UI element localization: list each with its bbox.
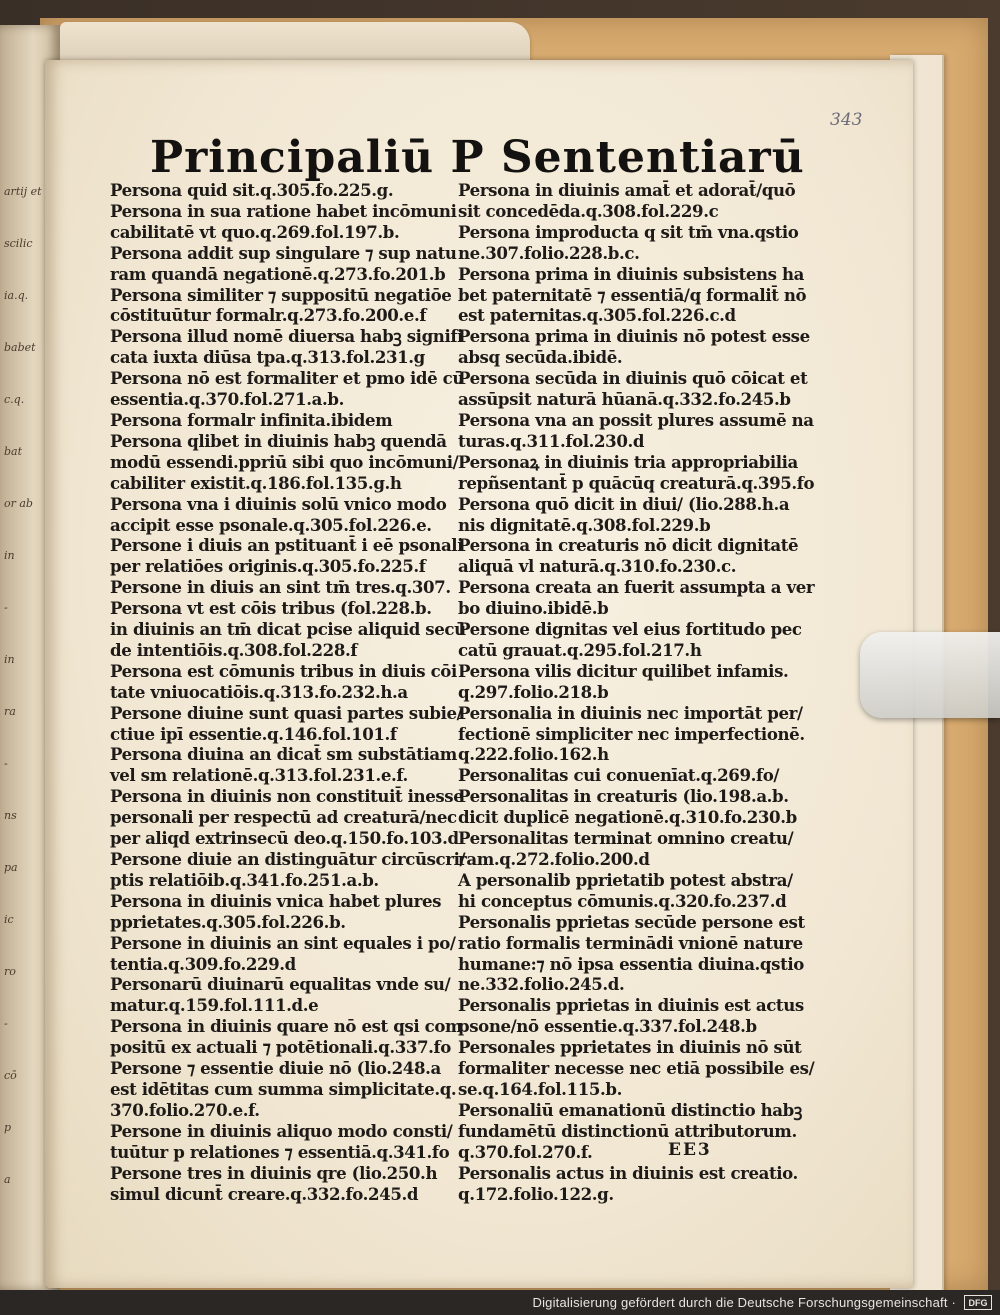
index-entry-line: Persona est cōmunis tribus in diuis cōi: [110, 660, 457, 681]
index-entry-line: Personarū diuinarū equalitas vnde su/: [110, 974, 451, 995]
index-entry-line: hi conceptus cōmunis.q.320.fo.237.d: [458, 890, 787, 911]
index-entry-line: per aliqd extrinsecū deo.q.150.fo.103.d: [110, 828, 459, 849]
index-entry-line: Personalis pprietas secūde persone est: [458, 911, 805, 932]
index-entry-line: Persona in sua ratione habet incōmuni: [110, 200, 457, 221]
index-entry-line: Personalis actus in diuinis est creatio.: [458, 1162, 798, 1183]
index-entry-line: Personalia in diuinis nec importāt per/: [458, 702, 803, 723]
left-page-fragment: p: [4, 1121, 12, 1134]
index-entry-line: ram quandā negationē.q.273.fo.201.b: [110, 263, 446, 284]
index-entry-line: psone/nō essentie.q.337.fol.248.b: [458, 1016, 757, 1037]
index-entry-line: simul dicunt̄ creare.q.332.fo.245.d: [110, 1183, 419, 1204]
index-entry-line: Persona vna i diuinis solū vnico modo: [110, 493, 447, 514]
index-entry-line: ptis relatiōib.q.341.fo.251.a.b.: [110, 869, 379, 890]
index-entry-line: Persona vt est cōis tribus (fol.228.b.: [110, 598, 432, 619]
index-entry-line: Persona similiter ⁊ suppositū negatiōe: [110, 284, 452, 305]
index-entry-line: ctiue ipī essentie.q.146.fol.101.f: [110, 723, 397, 744]
index-entry-line: formaliter necesse nec etiā possibile es/: [458, 1058, 815, 1079]
index-entry-line: positū ex actuali ⁊ potētionali.q.337.fo: [110, 1037, 451, 1058]
index-entry-line: modū essendi.ppriū sibi quo incōmuni/: [110, 451, 459, 472]
index-entry-line: per relatiōes originis.q.305.fo.225.f: [110, 556, 426, 577]
dfg-logo: DFG: [964, 1295, 992, 1310]
index-entry-line: Persone ⁊ essentie diuie nō (lio.248.a: [110, 1058, 441, 1079]
left-page-fragment: a: [4, 1173, 11, 1186]
index-entry-line: catū grauat.q.295.fol.217.h: [458, 639, 702, 660]
index-entry-line: Persona secūda in diuinis quō cōicat et: [458, 368, 808, 389]
index-entry-line: personali per respectū ad creaturā/nec: [110, 807, 457, 828]
index-entry-line: Persone diuie an distinguātur circūscri/: [110, 849, 466, 869]
index-entry-line: turas.q.311.fol.230.d: [458, 430, 645, 451]
index-entry-line: Persone i diuis an pstituant̄ i eē psonali: [110, 535, 464, 556]
index-entry-line: Personaliū emanationū distinctio habꝫ: [458, 1099, 802, 1120]
index-entry-line: Persona prima in diuinis nō potest esse: [458, 326, 810, 347]
index-entry-line: dicit duplicē negationē.q.310.fo.230.b: [458, 807, 797, 828]
index-entry-line: tuūtur p relationes ⁊ essentiā.q.341.fo: [110, 1141, 450, 1162]
index-entry-line: Persona creata an fuerit assumpta a ver: [458, 577, 815, 598]
index-entry-line: Persona in diuinis non constituit̄ inesse: [110, 786, 464, 807]
index-entry-line: Persona quō dicit in diui/ (lio.288.h.a: [458, 493, 790, 514]
index-entry-line: matur.q.159.fol.111.d.e: [110, 995, 319, 1016]
running-title: Principaliū P Sententiarū: [150, 132, 805, 183]
index-entry-line: q.222.folio.162.h: [458, 744, 609, 765]
index-entry-line: Persona improducta q sit tm̄ vna.qstio: [458, 221, 799, 242]
index-entry-line: Persone in diuinis aliquo modo consti/: [110, 1120, 453, 1141]
index-entry-line: cabilitatē vt quo.q.269.fol.197.b.: [110, 221, 400, 242]
index-entry-line: Personales pprietates in diuinis nō sūt: [458, 1037, 802, 1058]
index-entry-line: ratio formalis terminādi vnionē nature: [458, 932, 803, 953]
index-entry-line: assūpsit naturā hūanā.q.332.fo.245.b: [458, 389, 791, 410]
index-entry-line: pprietates.q.305.fol.226.b.: [110, 911, 346, 932]
index-entry-line: fundamētū distinctionū attributorum.: [458, 1120, 797, 1141]
index-entry-line: Persona qlibet in diuinis habꝫ quendā: [110, 430, 447, 451]
index-entry-line: Persone tres in diuinis qre (lio.250.h: [110, 1162, 438, 1183]
left-page-fragment: artij et: [4, 185, 42, 198]
left-page-fragment: -: [4, 1017, 8, 1030]
index-entry-line: Persona nō est formaliter et pmo idē cū: [110, 368, 465, 389]
index-entry-line: tate vniuocatiōis.q.313.fo.232.h.a: [110, 681, 408, 702]
quire-signature: EE3: [668, 1140, 712, 1160]
index-entry-line: Persone diuine sunt quasi partes subie/: [110, 702, 463, 723]
index-entry-line: Persona vilis dicitur quilibet infamis.: [458, 660, 789, 681]
index-entry-line: in diuinis an tm̄ dicat pcise aliquid secū: [110, 619, 466, 640]
index-entry-line: Persona formalr infinita.ibidem: [110, 409, 393, 430]
index-entry-line: aliquā vl naturā.q.310.fo.230.c.: [458, 556, 737, 577]
index-entry-line: cōstituūtur formalr.q.273.fo.200.e.f: [110, 305, 427, 326]
index-entry-line: Persona vna an possit plures assumē na: [458, 409, 814, 430]
index-entry-line: Personalis pprietas in diuinis est actus: [458, 995, 804, 1016]
index-entry-line: nis dignitatē.q.308.fol.229.b: [458, 514, 711, 535]
index-entry-line: Persona in diuinis quare nō est qsi com: [110, 1016, 463, 1037]
index-entry-line: cata iuxta diūsa tpa.q.313.fol.231.g: [110, 347, 425, 368]
index-entry-line: sit concedēda.q.308.fol.229.c: [458, 200, 719, 221]
left-page-fragment: pa: [4, 861, 18, 874]
left-page-fragment: bat: [4, 445, 23, 458]
index-entry-line: cabiliter existit.q.186.fol.135.g.h: [110, 472, 402, 493]
index-entry-line: Persona quid sit.q.305.fo.225.g.: [110, 180, 394, 200]
index-entry-line: humane:⁊ nō ipsa essentia diuina.qstio: [458, 953, 804, 974]
left-page-fragment: or ab: [4, 497, 33, 510]
index-entry-line: Persone in diuinis an sint equales i po/: [110, 932, 456, 953]
index-entry-line: Personalitas in creaturis (lio.198.a.b.: [458, 786, 789, 807]
digitization-credit: Digitalisierung gefördert durch die Deutsche Forschungsgemeinschaft ·: [532, 1295, 956, 1310]
left-page-fragment: in: [4, 549, 15, 562]
page-title: [150, 132, 805, 183]
index-entry-line: Persona prima in diuinis subsistens ha: [458, 263, 804, 284]
index-entry-line: Personaꝝ in diuinis tria appropriabilia: [458, 451, 798, 472]
index-entry-line: Persona in creaturis nō dicit dignitatē: [458, 535, 799, 556]
index-entry-line: Persona illud nomē diuersa habꝫ signifi: [110, 326, 463, 347]
index-entry-line: q.297.folio.218.b: [458, 681, 609, 702]
index-entry-line: Persone in diuis an sint tm̄ tres.q.307.: [110, 577, 451, 598]
index-entry-line: Persona in diuinis vnica habet plures: [110, 890, 442, 911]
index-entry-line: de intentiōis.q.308.fol.228.f: [110, 639, 358, 660]
index-entry-line: 370.folio.270.e.f.: [110, 1099, 260, 1120]
index-entry-line: absq secūda.ibidē.: [458, 347, 623, 368]
left-page-fragment: ia.q.: [4, 289, 29, 302]
index-entry-line: se.q.164.fol.115.b.: [458, 1078, 622, 1099]
index-entry-line: Personalitas terminat omnino creatu/: [458, 828, 794, 849]
left-page-fragment: ro: [4, 965, 16, 978]
plastic-page-holder: [860, 632, 1000, 718]
index-entry-line: ne.307.folio.228.b.c.: [458, 242, 640, 263]
folio-number: 343: [830, 110, 863, 130]
left-page-fragment: scilic: [4, 237, 33, 250]
index-entry-line: vel sm relationē.q.313.fol.231.e.f.: [110, 765, 408, 786]
left-page-fragment: ic: [4, 913, 14, 926]
index-entry-line: accipit esse psonale.q.305.fol.226.e.: [110, 514, 432, 535]
left-page-fragment: -: [4, 757, 8, 770]
left-page-fragment: cō: [4, 1069, 17, 1082]
index-entry-line: ram.q.272.folio.200.d: [458, 849, 650, 869]
index-entry-line: repñsentant̄ p quācūq creaturā.q.395.fo: [458, 472, 815, 493]
index-entry-line: Persona addit sup singulare ⁊ sup natu: [110, 242, 457, 263]
index-entry-line: Personalitas cui conuenīat.q.269.fo/: [458, 765, 780, 786]
left-page-fragment: -: [4, 601, 8, 614]
index-entry-line: bet paternitatē ⁊ essentiā/q formalit̄ nō: [458, 284, 807, 305]
index-entry-line: est idētitas cum summa simplicitate.q.: [110, 1078, 457, 1099]
index-entry-line: q.172.folio.122.g.: [458, 1183, 614, 1204]
left-page-fragment: c.q.: [4, 393, 25, 406]
digitization-footer: [0, 1290, 1000, 1315]
left-page-fragment: in: [4, 653, 15, 666]
index-column-left: [110, 180, 466, 1204]
index-entry-line: est paternitas.q.305.fol.226.c.d: [458, 305, 736, 326]
index-entry-line: A personalib pprietatib potest abstra/: [458, 869, 793, 890]
index-entry-line: Persona diuina an dicat̄ sm substātiam: [110, 744, 457, 765]
index-entry-line: essentia.q.370.fol.271.a.b.: [110, 389, 344, 410]
left-page-fragment: ns: [4, 809, 17, 822]
index-entry-line: tentia.q.309.fo.229.d: [110, 953, 296, 974]
index-entry-line: Persone dignitas vel eius fortitudo pec: [458, 619, 802, 640]
index-entry-line: q.370.fol.270.f.: [458, 1141, 593, 1162]
index-column-right: [458, 180, 815, 1204]
index-entry-line: bo diuino.ibidē.b: [458, 598, 609, 619]
left-page-fragment: ra: [4, 705, 16, 718]
index-entry-line: fectionē simpliciter nec imperfectionē.: [458, 723, 805, 744]
index-entry-line: Persona in diuinis amat̄ et adorat̄/quō: [458, 180, 796, 200]
index-entry-line: ne.332.folio.245.d.: [458, 974, 625, 995]
left-page-fragment: babet: [4, 341, 36, 354]
